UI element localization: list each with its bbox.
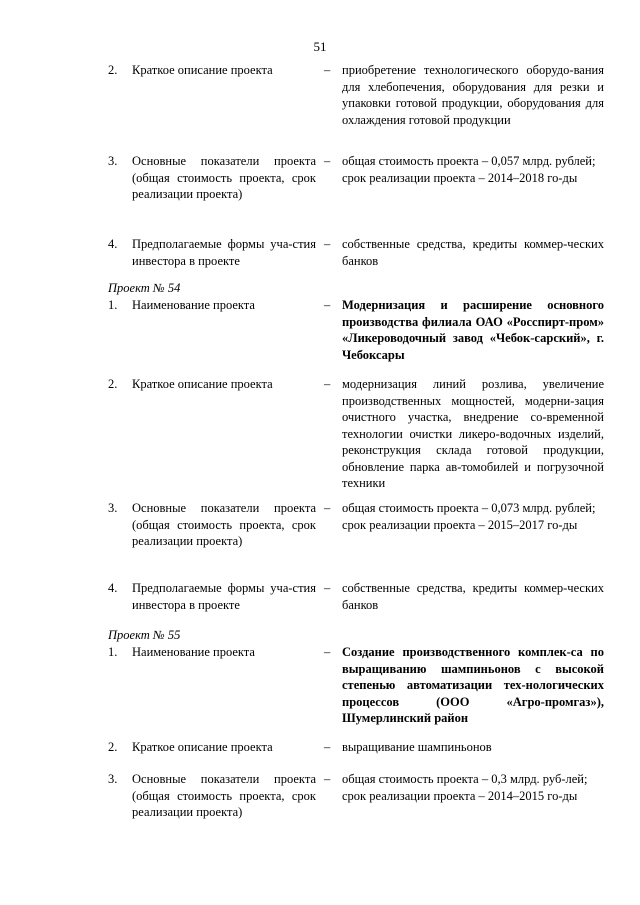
item-number: 3. <box>108 772 118 786</box>
item-number: 2. <box>108 63 118 77</box>
item-number: 4. <box>108 581 118 595</box>
item-label: Основные показатели проекта (общая стоимость проекта, срок реализации проекта) <box>132 501 316 548</box>
item-number: 2. <box>108 740 118 754</box>
item-dash: – <box>324 581 331 595</box>
item-value: общая стоимость проекта – 0,057 млрд. рублей; срок реализации проекта – 2014–2018 го-ды <box>342 154 596 185</box>
item-dash: – <box>324 63 331 77</box>
item-dash: – <box>324 154 331 168</box>
item-label: Наименование проекта <box>132 645 255 659</box>
item-label: Краткое описание проекта <box>132 740 273 754</box>
item-number: 3. <box>108 501 118 515</box>
item-value: выращивание шампиньонов <box>342 740 492 754</box>
item-label: Предполагаемые формы уча-стия инвестора в проекте <box>132 581 316 612</box>
item-label: Краткое описание проекта <box>132 63 273 77</box>
item-number: 3. <box>108 154 118 168</box>
item-number: 2. <box>108 377 118 391</box>
item-value: модернизация линий розлива, увеличение производственных мощностей, модерни-зация очистного участка, внедрение со-временной технологии очистки ликеро-водочных изделий, реконструкция склада готовой продукции, обновление парка ав-томобилей и погрузочной техники <box>342 377 604 490</box>
item-number: 4. <box>108 237 118 251</box>
item-label: Предполагаемые формы уча-стия инвестора в проекте <box>132 237 316 268</box>
item-value: собственные средства, кредиты коммер-ческих банков <box>342 581 604 612</box>
project-title: Проект № 55 <box>108 628 181 642</box>
item-label: Краткое описание проекта <box>132 377 273 391</box>
item-value: Создание производственного комплек-са по выращиванию шампиньонов с высокой степенью автоматизации тех-нологических процессов (ООО «Агро-промгаз»), Шумерлинский район <box>342 645 604 725</box>
item-value: собственные средства, кредиты коммер-ческих банков <box>342 237 604 268</box>
item-dash: – <box>324 298 331 312</box>
item-value: общая стоимость проекта – 0,3 млрд. руб-лей; срок реализации проекта – 2014–2015 го-ды <box>342 772 588 803</box>
item-number: 1. <box>108 645 118 659</box>
page-number: 51 <box>313 39 327 54</box>
item-value: приобретение технологического оборудо-вания для хлебопечения, оборудования для резки и упаковки готовой продукции, оборудования для охлаждения готовой продукции <box>342 63 604 127</box>
item-dash: – <box>324 740 331 754</box>
item-dash: – <box>324 377 331 391</box>
item-value: общая стоимость проекта – 0,073 млрд. рублей; срок реализации проекта – 2015–2017 го-ды <box>342 501 596 532</box>
item-dash: – <box>324 501 331 515</box>
item-label: Основные показатели проекта (общая стоимость проекта, срок реализации проекта) <box>132 154 316 201</box>
item-dash: – <box>324 772 331 786</box>
project-title: Проект № 54 <box>108 281 181 295</box>
item-label: Наименование проекта <box>132 298 255 312</box>
item-dash: – <box>324 237 331 251</box>
item-value: Модернизация и расширение основного производства филиала ОАО «Росспирт-пром» «Ликероводочный завод «Чебок-сарский», г. Чебоксары <box>342 298 604 362</box>
item-label: Основные показатели проекта (общая стоимость проекта, срок реализации проекта) <box>132 772 316 819</box>
item-dash: – <box>324 645 331 659</box>
item-number: 1. <box>108 298 118 312</box>
